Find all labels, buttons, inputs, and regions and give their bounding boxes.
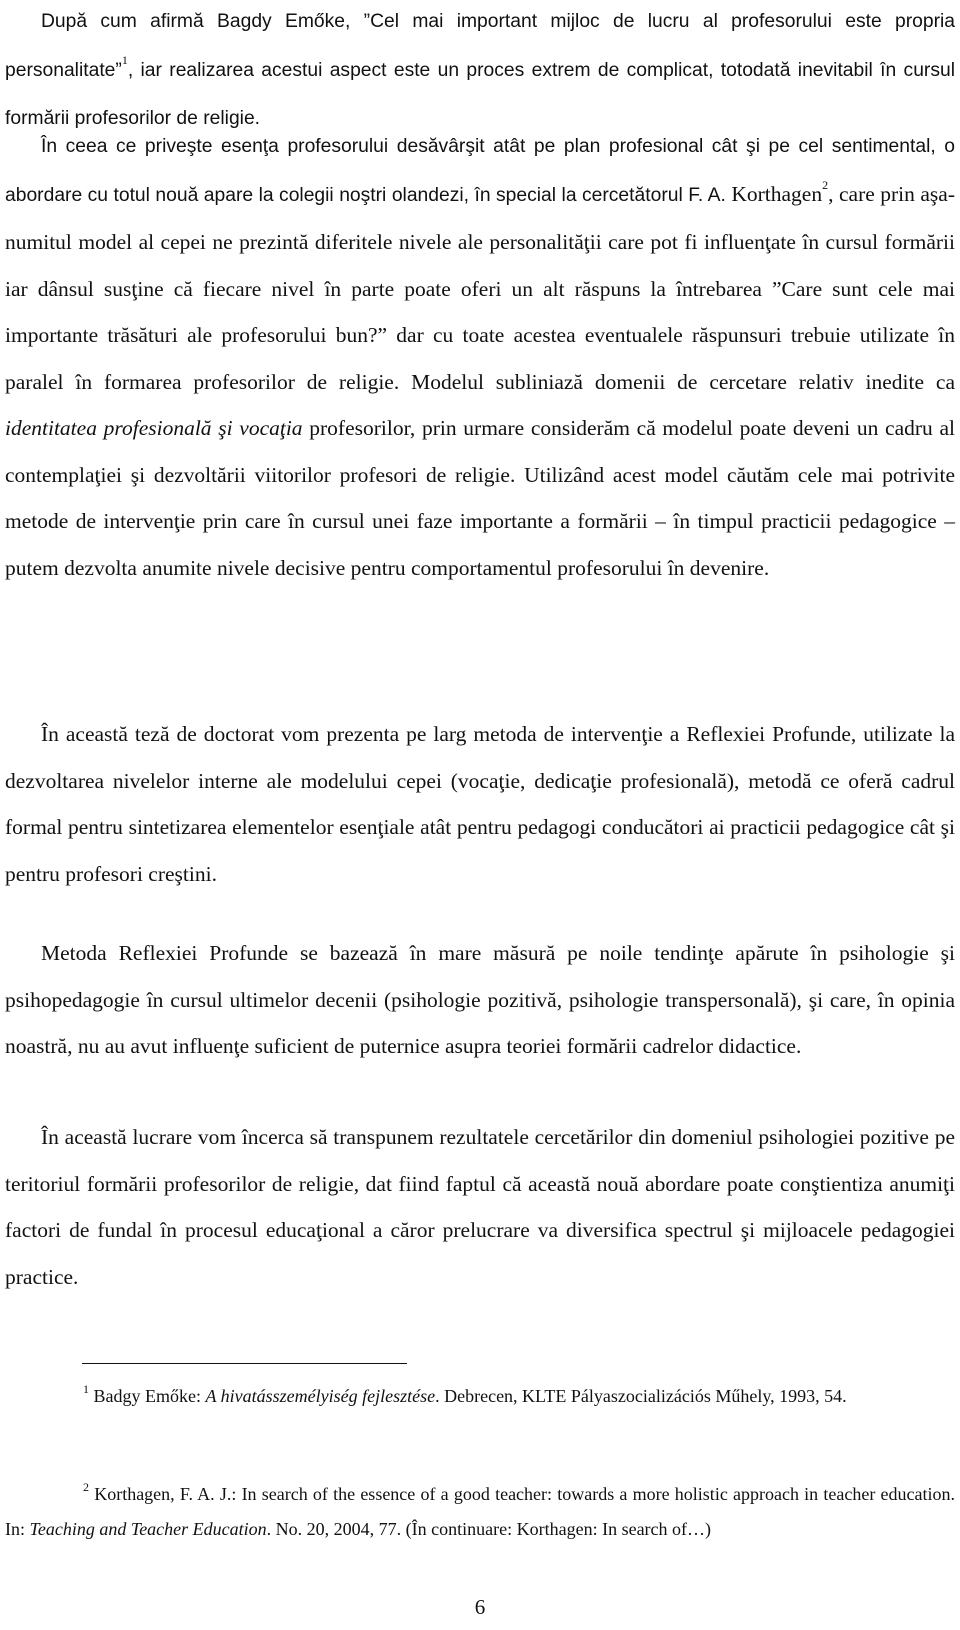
footnote-1-number: 1 — [83, 1382, 89, 1396]
footnote-2-number: 2 — [83, 1480, 89, 1494]
page-number: 6 — [474, 1595, 486, 1619]
footnote-separator — [82, 1363, 407, 1364]
footnote-2-details: . No. 20, 2004, 77. (În continuare: Korthagen: In search of…) — [266, 1518, 712, 1539]
footnote-1-text: Badgy Emőke: — [89, 1386, 206, 1406]
paragraph-3: În această teză de doctorat vom prezenta pe larg metoda de intervenţie a Reflexiei Profunde, utilizate la dezvoltarea nivelelor interne ale modelului cepei (vocaţie, dedicaţie profesională), metodă ce oferă cadrul formal pentru sintetizarea elementelor esenţiale atât pentru pedagogi conducători ai practicii pedagogice cât şi pentru profesori creştini. — [5, 722, 955, 886]
paragraph-2 — [5, 122, 955, 591]
paragraph-2-emphasis: identitatea profesională şi vocaţia — [5, 416, 303, 440]
paragraph-2-opening: În ceea ce priveşte esenţa profesorului desăvârşit atât pe plan profesional cât şi pe cel sentimental, o abordare cu totul nouă apare la colegii noştri olandezi, în special la cercetătorul F. A. — [5, 136, 955, 206]
footnote-1-title: A hivatásszemélyiség fejlesztése — [205, 1386, 436, 1406]
footnote-1 — [5, 1379, 955, 1414]
footnote-2 — [5, 1477, 955, 1546]
footnote-2-text: Korthagen, F. A. J.: In search of the essence of a good teacher: towards a more holistic approach in teacher education. In: — [5, 1484, 955, 1539]
footnote-ref-1[interactable]: 1 — [121, 53, 128, 68]
paragraph-2-author: Korthagen — [725, 181, 823, 206]
paragraph-4: Metoda Reflexiei Profunde se bazează în mare măsură pe noile tendinţe apărute în psihologie şi psihopedagogie în cursul ultimelor decenii (psihologie pozitivă, psihologie transpersonală), şi care, în opinia noastră, nu au avut influenţe suficient de puternice asupra teoriei formării cadrelor didactice. — [5, 941, 955, 1058]
footnote-2-journal: Teaching and Teacher Education — [29, 1518, 267, 1539]
paragraph-1-continuation: , iar realizarea acestui aspect este un proces extrem de complicat, totodată inevitabil în cursul formării profesorilor de religie. — [5, 59, 955, 129]
paragraph-2-conclusion: profesorilor, prin urmare considerăm că modelul poate deveni un cadru al contemplaţiei şi dezvoltării viitorilor profesori de religie. Utilizând acest model căutăm cele mai potrivite metode de intervenţie prin care în cursul unei faze importante a formării – în timpul practicii pedagogice – putem dezvolta anumite nivele decisive pentru comportamentul profesorului în devenire. — [5, 416, 955, 580]
footnote-1-details: . Debrecen, KLTE Pályaszocializációs Műhely, 1993, 54. — [435, 1386, 847, 1406]
footnote-ref-2[interactable]: 2 — [822, 178, 829, 193]
paragraph-1-text: După cum afirmă Bagdy Emőke, ”Cel mai important mijloc de lucru al profesorului este propria personalitate” — [5, 11, 955, 81]
paragraph-2-body: , care prin aşa-numitul model al cepei ne prezintă diferitele nivele ale personalităţii care pot fi influenţate în cursul formării iar dânsul susţine că fiecare nivel în parte poate oferi un alt răspuns la întrebarea ”Care sunt cele mai importante trăsături ale profesorului bun?” dar cu toate acestea eventualele răspunsuri trebuie utilizate în paralel în formarea profesorilor de religie. Modelul subliniază domenii de cercetare relativ inedite ca — [5, 181, 955, 394]
paragraph-5: În această lucrare vom încerca să transpunem rezultatele cercetărilor din domeniul psihologiei pozitive pe teritoriul formării profesorilor de religie, dat fiind faptul că această nouă abordare poate conştientiza anumiţi factori de fundal în procesul educaţional a căror prelucrare va diversifica spectrul şi mijloacele pedagogiei practice. — [5, 1125, 955, 1289]
